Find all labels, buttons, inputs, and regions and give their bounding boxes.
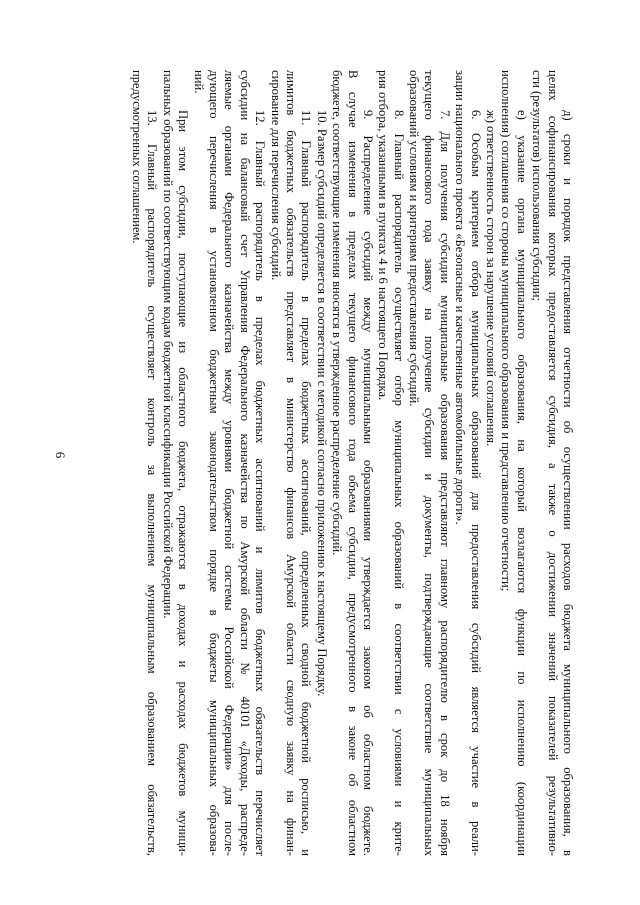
text-line: зации национального проекта «Безопасные и качественные автомобильные дороги». <box>453 70 468 525</box>
text-line: В случае изменения в пределах текущего финансового года объема субсидии, предусмотренного в законе об областном <box>345 70 360 856</box>
page-number: 6 <box>53 451 68 459</box>
text-line: текущего финансового года заявку на получение субсидии и документы, подтверждающие соответствие муниципальных <box>422 70 437 856</box>
text-line: 7. Для получения субсидии муниципальные образования представляют главному распорядителю в срок до 18 ноября <box>437 110 452 856</box>
text-line: 10. Размер субсидий определяется в соответствии с методикой согласно приложению к настоящему Порядку. <box>314 110 329 697</box>
text-line: рия отбора, указанными в пунктах 4 и 6 настоящего Порядка. <box>376 70 391 401</box>
text-line: сти (результатов) использования субсидии; <box>530 70 545 301</box>
document-body <box>83 70 575 856</box>
text-line: 11. Главный распорядитель в пределах бюджетных ассигнований, определенных сводной бюджетной росписью, и <box>299 110 314 856</box>
text-line: сирование для перечисления субсидий. <box>268 70 283 281</box>
text-line: исполнения) соглашения со стороны муниципального образования и представлению отчетности; <box>499 70 514 592</box>
text-line: При этом субсидии, поступающие из областного бюджета, отражаются в доходах и расходах бюджетов муници- <box>176 110 191 856</box>
text-line: ляемые органами Федерального казначейства между уровнями бюджетной системы Российской Федерации» для после- <box>222 70 237 856</box>
text-line: бюджете, соответствующие изменения вносятся в утвержденное распределение субсидий. <box>330 70 345 556</box>
text-line: дующего перечисления в установленном бюджетным законодательством порядке в бюджеты муниципальных образова- <box>207 70 222 856</box>
text-line: 6. Особым критерием отбора муниципальных образований для предоставления субсидий является участие в реали- <box>468 110 483 856</box>
text-line: ний. <box>191 70 206 94</box>
text-line: целях софинансирования которых предоставляется субсидия, а также о достижении значений показателей результативно- <box>545 70 560 856</box>
text-line: лимитов бюджетных обязательств представляет в министерство финансов Амурской области сводную заявку на финан- <box>283 70 298 856</box>
text-line: 13. Главный распорядитель осуществляет контроль за выполнением муниципальным образованием обязательств, <box>145 110 160 856</box>
text-line: 8. Главный распорядитель осуществляет отбор муниципальных образований в соответствии с условиями и крите- <box>391 110 406 856</box>
text-line: субсидии на балансовый счет Управления Федерального казначейства по Амурской области № 40101 «Доходы, распреде- <box>237 70 252 856</box>
text-line: е) указание органа муниципального образования, на который возлагаются функции по исполнению (координации <box>514 110 529 856</box>
text-line: образований условиям и критериям предоставления субсидий. <box>407 70 422 407</box>
text-line: 9. Распределение субсидий между муниципальными образованиями утверждается законом об областном бюджете. <box>360 110 375 856</box>
text-line: ж) ответственность сторон за нарушение условий соглашения. <box>484 110 499 447</box>
text-line: предусмотренных соглашением. <box>130 70 145 244</box>
text-line: д) сроки и порядок представления отчетности об осуществлении расходов бюджета муниципального образования, в <box>561 110 575 856</box>
text-line: пальных образований по соответствующим кодам бюджетной классификации Российской Федерации. <box>160 70 175 619</box>
text-line: 12. Главный распорядитель в пределах бюджетных ассигнований и лимитов бюджетных обязательств перечисляет <box>253 110 268 856</box>
